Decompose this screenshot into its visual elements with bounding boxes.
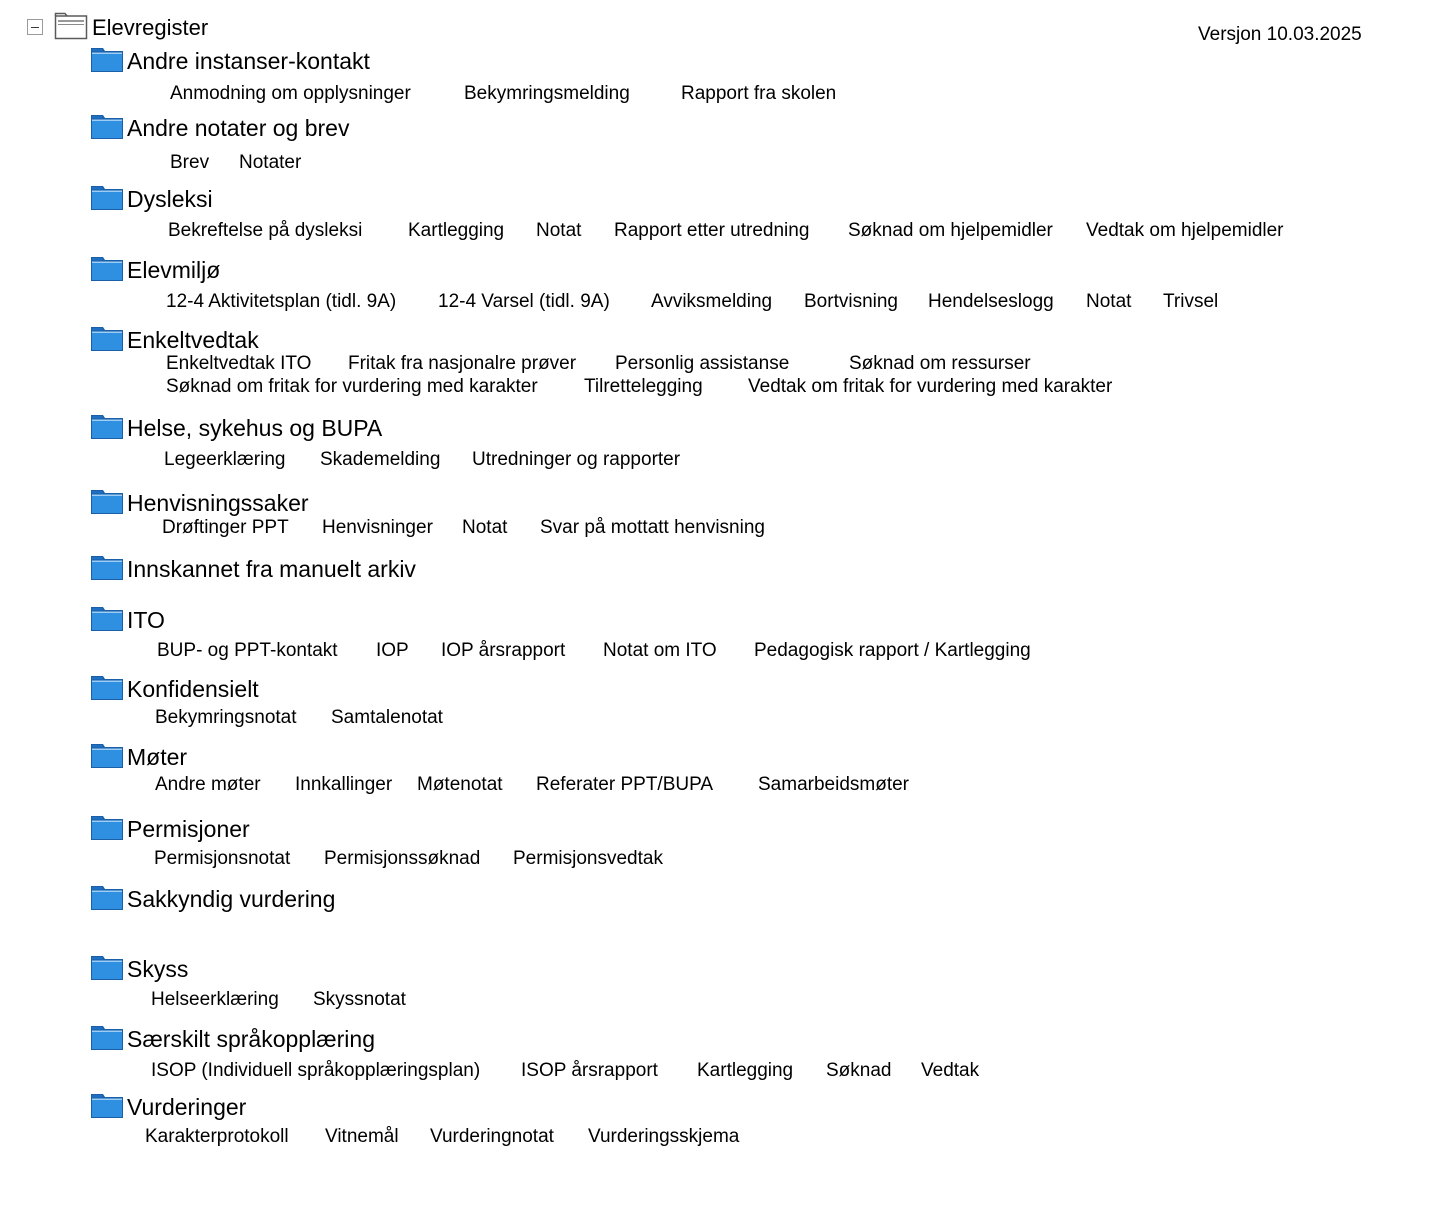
folder-icon <box>90 815 124 841</box>
folder-icon <box>90 675 124 701</box>
folder-icon <box>90 1093 124 1119</box>
folder-icon <box>90 885 124 911</box>
folder-moter[interactable]: Møter <box>127 744 188 770</box>
document-type-item[interactable]: ISOP årsrapport <box>521 1060 658 1081</box>
document-type-item[interactable]: Referater PPT/BUPA <box>536 774 714 795</box>
document-type-item[interactable]: Bekymringsnotat <box>155 707 297 728</box>
document-type-item[interactable]: Permisjonsvedtak <box>513 848 663 869</box>
folder-icon <box>90 1025 124 1051</box>
folder-enkeltvedtak[interactable]: Enkeltvedtak <box>127 327 259 353</box>
document-type-item[interactable]: Svar på mottatt henvisning <box>540 517 765 538</box>
root-label[interactable]: Elevregister <box>92 15 209 40</box>
folder-andre-notater-og-brev[interactable]: Andre notater og brev <box>127 115 350 141</box>
folder-permisjoner[interactable]: Permisjoner <box>127 816 250 842</box>
document-type-item[interactable]: Samarbeidsmøter <box>758 774 909 795</box>
document-type-item[interactable]: Vedtak <box>921 1060 980 1081</box>
folder-elevmiljo[interactable]: Elevmiljø <box>127 257 221 283</box>
document-type-item[interactable]: Pedagogisk rapport / Kartlegging <box>754 640 1031 661</box>
document-type-item[interactable]: Innkallinger <box>295 774 393 795</box>
version-label: Versjon 10.03.2025 <box>1198 24 1362 45</box>
document-type-item[interactable]: Rapport fra skolen <box>681 83 837 104</box>
folder-dysleksi[interactable]: Dysleksi <box>127 186 213 212</box>
document-type-item[interactable]: Søknad om hjelpemidler <box>848 220 1053 241</box>
document-type-item[interactable]: Bekymringsmelding <box>464 83 630 104</box>
document-type-item[interactable]: Notater <box>239 152 302 173</box>
document-type-item[interactable]: Vitnemål <box>325 1126 399 1147</box>
document-type-item[interactable]: Notat om ITO <box>603 640 717 661</box>
document-type-item[interactable]: Kartlegging <box>408 220 505 241</box>
document-type-item[interactable]: Bortvisning <box>804 291 898 312</box>
document-type-item[interactable]: Vedtak om hjelpemidler <box>1086 220 1284 241</box>
document-type-item[interactable]: Vedtak om fritak for vurdering med karakter <box>748 376 1113 397</box>
document-type-item[interactable]: 12-4 Aktivitetsplan (tidl. 9A) <box>166 291 397 312</box>
folder-icon <box>90 606 124 632</box>
document-type-item[interactable]: Permisjonssøknad <box>324 848 481 869</box>
folder-vurderinger[interactable]: Vurderinger <box>127 1094 247 1120</box>
document-type-item[interactable]: Enkeltvedtak ITO <box>166 353 312 374</box>
folder-icon <box>90 555 124 581</box>
folder-henvisningssaker[interactable]: Henvisningssaker <box>127 490 309 516</box>
folder-sakkyndig-vurdering[interactable]: Sakkyndig vurdering <box>127 886 336 912</box>
folder-icon <box>90 414 124 440</box>
document-type-item[interactable]: Legeerklæring <box>164 449 286 470</box>
document-type-item[interactable]: Vurderingsskjema <box>588 1126 740 1147</box>
document-type-item[interactable]: Kartlegging <box>697 1060 794 1081</box>
folder-saerskilt-sprakopplaering[interactable]: Særskilt språkopplæring <box>127 1026 375 1052</box>
document-type-item[interactable]: Bekreftelse på dysleksi <box>168 220 363 241</box>
document-type-item[interactable]: IOP årsrapport <box>441 640 566 661</box>
document-type-item[interactable]: Tilrettelegging <box>584 376 703 397</box>
document-type-item[interactable]: Samtalenotat <box>331 707 443 728</box>
folder-skyss[interactable]: Skyss <box>127 956 189 982</box>
document-type-item[interactable]: Rapport etter utredning <box>614 220 810 241</box>
root-folder-icon <box>54 12 88 40</box>
folder-konfidensielt[interactable]: Konfidensielt <box>127 676 259 702</box>
document-type-item[interactable]: Karakterprotokoll <box>145 1126 289 1147</box>
document-type-item[interactable]: Møtenotat <box>417 774 503 795</box>
document-type-item[interactable]: Trivsel <box>1163 291 1219 312</box>
document-type-item[interactable]: Utredninger og rapporter <box>472 449 681 470</box>
document-type-item[interactable]: IOP <box>376 640 409 661</box>
document-type-item[interactable]: Skademelding <box>320 449 441 470</box>
collapse-toggle-icon[interactable] <box>27 19 43 35</box>
folder-icon <box>90 955 124 981</box>
folder-innskannet-fra-manuelt-arkiv[interactable]: Innskannet fra manuelt arkiv <box>127 556 416 582</box>
folder-icon <box>90 326 124 352</box>
folder-icon <box>90 47 124 73</box>
document-type-item[interactable]: Vurderingnotat <box>430 1126 554 1147</box>
folder-helse-sykehus-og-bupa[interactable]: Helse, sykehus og BUPA <box>127 415 383 441</box>
document-type-item[interactable]: Søknad om ressurser <box>849 353 1031 374</box>
folder-icon <box>90 114 124 140</box>
document-type-item[interactable]: Henvisninger <box>322 517 433 538</box>
folder-icon <box>90 743 124 769</box>
document-type-item[interactable]: Brev <box>170 152 210 173</box>
folder-icon <box>90 256 124 282</box>
document-type-item[interactable]: Søknad <box>826 1060 892 1081</box>
folder-icon <box>90 489 124 515</box>
folder-andre-instanser-kontakt[interactable]: Andre instanser-kontakt <box>127 48 370 74</box>
document-type-item[interactable]: Notat <box>1086 291 1132 312</box>
document-type-item[interactable]: Notat <box>462 517 508 538</box>
document-type-item[interactable]: ISOP (Individuell språkopplæringsplan) <box>151 1060 481 1081</box>
folder-ito[interactable]: ITO <box>127 607 165 633</box>
document-type-item[interactable]: Personlig assistanse <box>615 353 790 374</box>
document-type-item[interactable]: 12-4 Varsel (tidl. 9A) <box>438 291 610 312</box>
document-type-item[interactable]: Permisjonsnotat <box>154 848 291 869</box>
document-type-item[interactable]: BUP- og PPT-kontakt <box>157 640 338 661</box>
document-type-item[interactable]: Anmodning om opplysninger <box>170 83 411 104</box>
document-type-item[interactable]: Notat <box>536 220 582 241</box>
document-type-item[interactable]: Hendelseslogg <box>928 291 1054 312</box>
folder-icon <box>90 185 124 211</box>
document-type-item[interactable]: Søknad om fritak for vurdering med karakter <box>166 376 538 397</box>
document-type-item[interactable]: Fritak fra nasjonalre prøver <box>348 353 577 374</box>
document-type-item[interactable]: Skyssnotat <box>313 989 406 1010</box>
document-type-item[interactable]: Drøftinger PPT <box>162 517 289 538</box>
document-type-item[interactable]: Helseerklæring <box>151 989 279 1010</box>
document-type-item[interactable]: Avviksmelding <box>651 291 773 312</box>
document-type-item[interactable]: Andre møter <box>155 774 261 795</box>
